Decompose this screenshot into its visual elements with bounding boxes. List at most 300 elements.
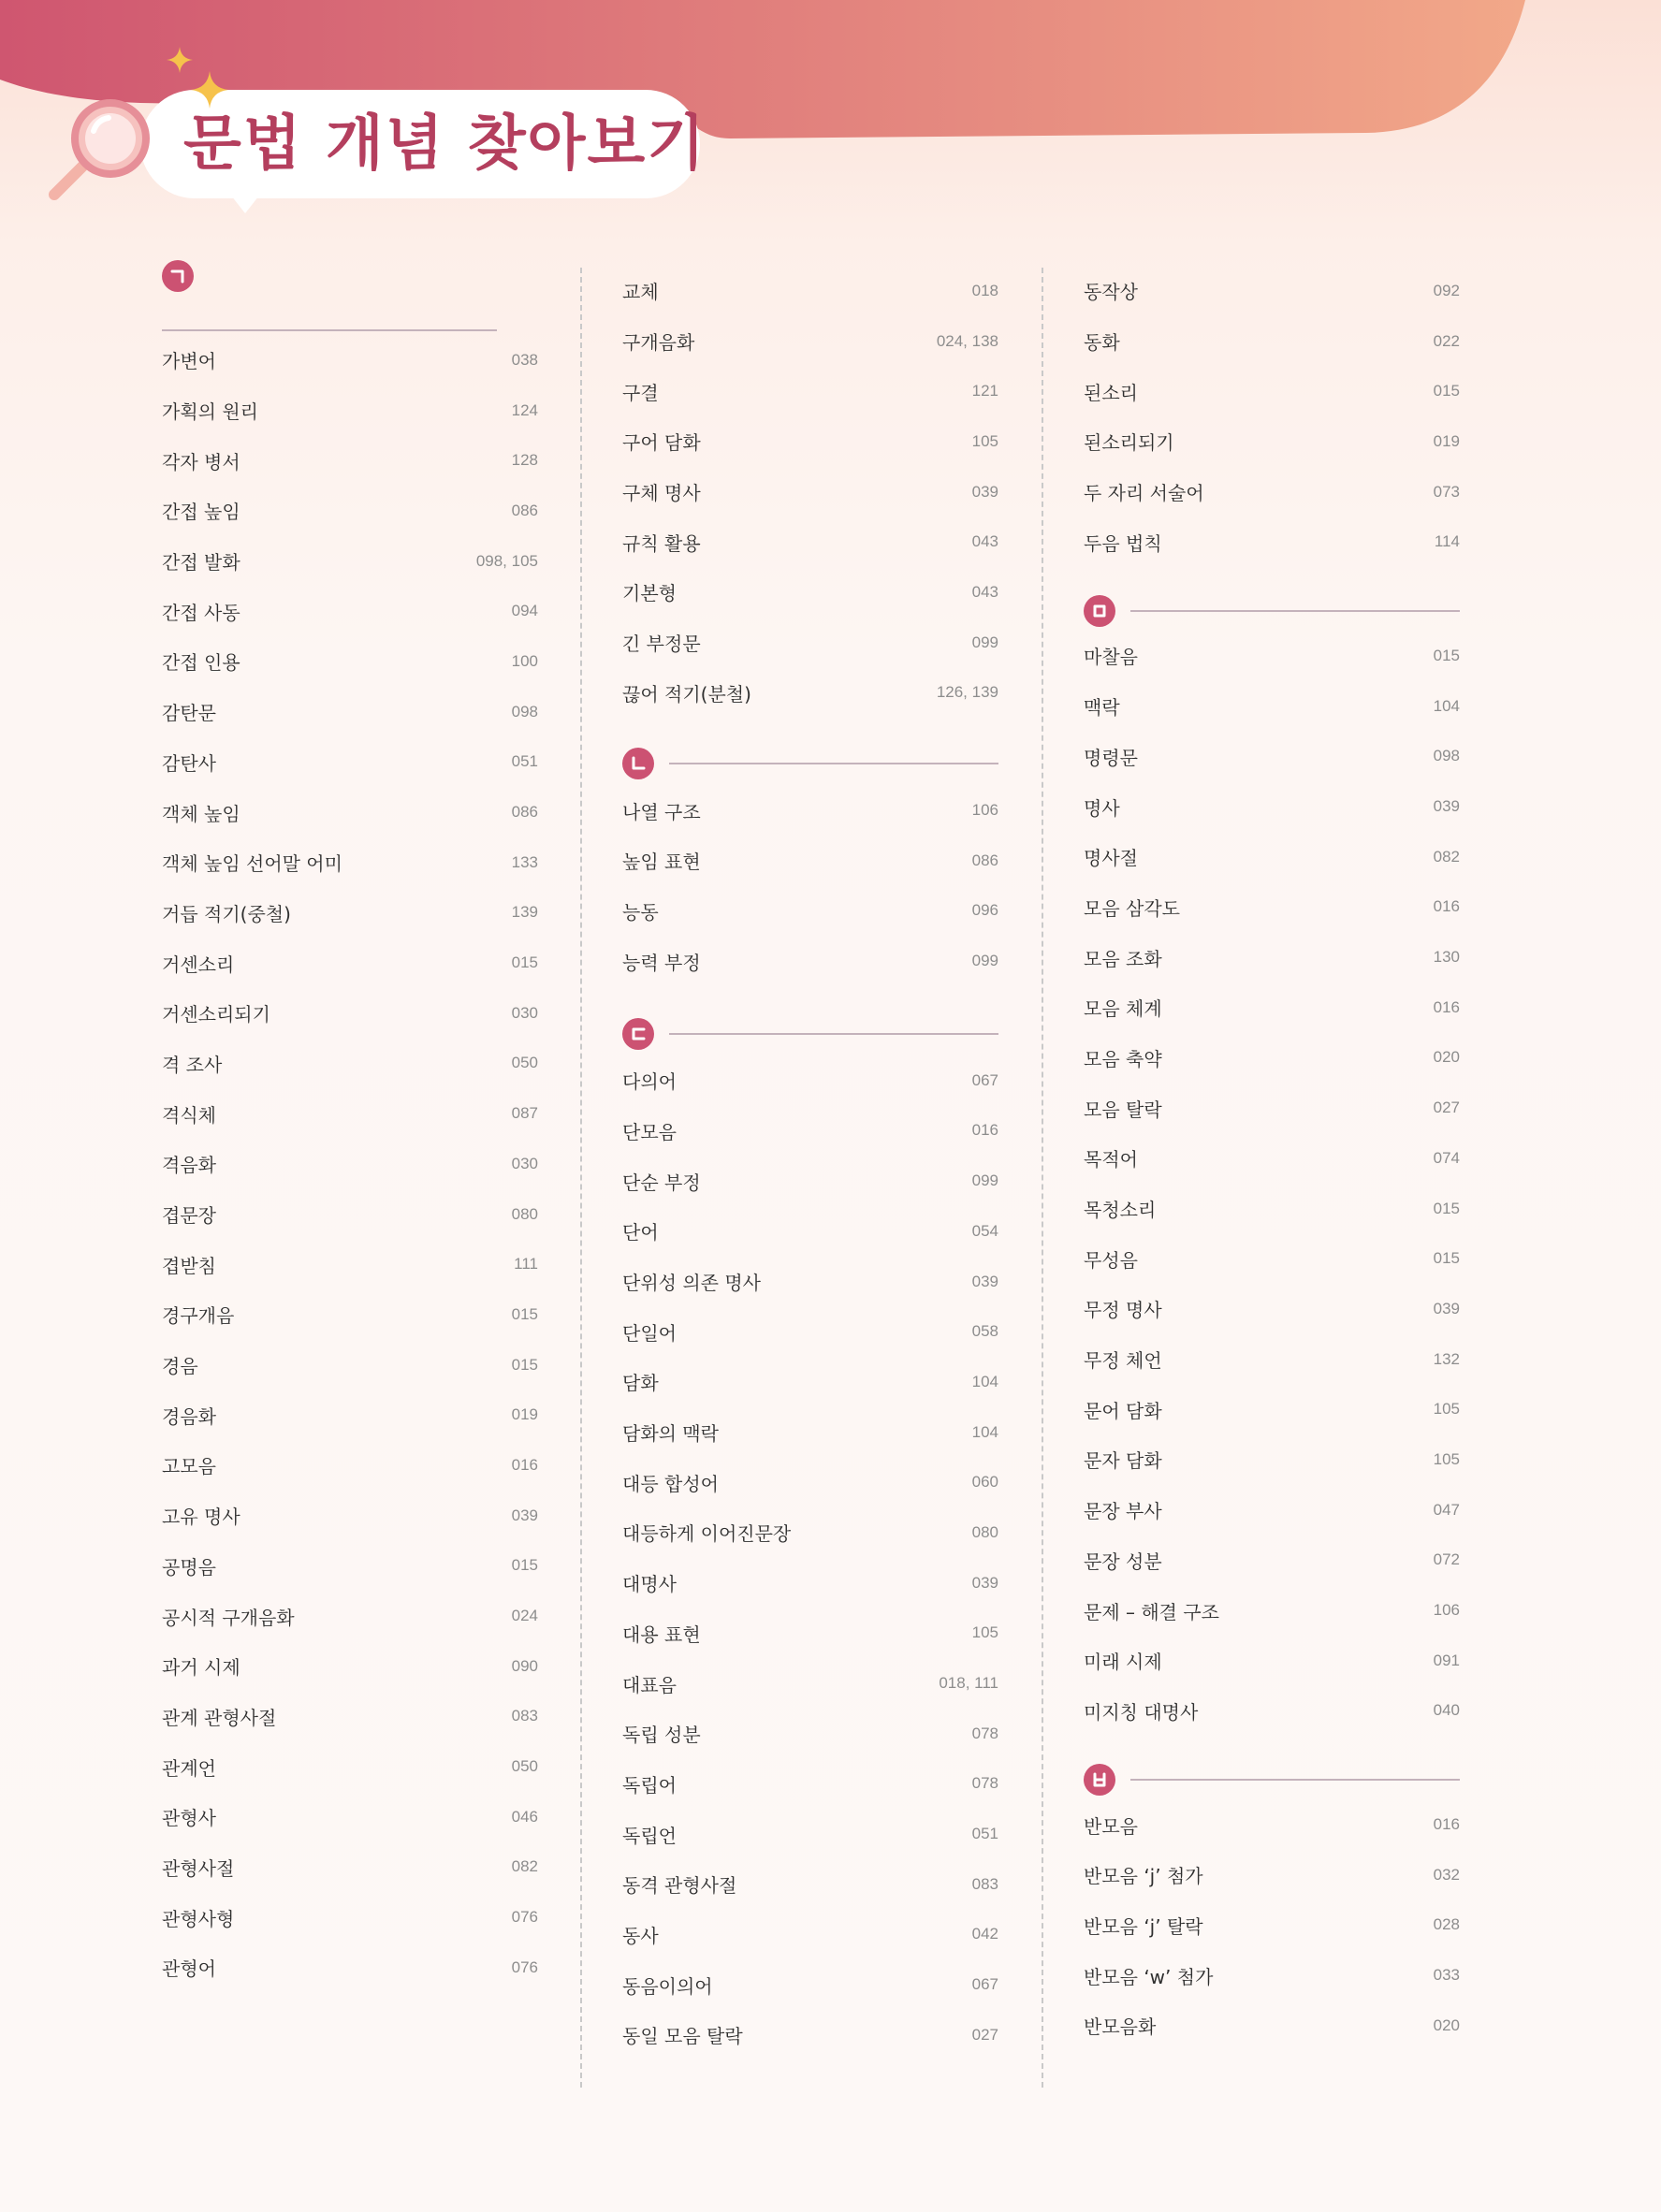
entry-term: 감탄문 (162, 702, 216, 725)
entry-page: 100 (511, 651, 538, 670)
entry-page: 028 (1433, 1915, 1460, 1934)
index-entry (1084, 1284, 1460, 1334)
entry-term: 고모음 (162, 1455, 216, 1478)
section-badge-digeut (622, 1018, 654, 1050)
entry-list-digeut (622, 1055, 998, 2060)
entry-term: 다의어 (622, 1070, 677, 1094)
index-entry (622, 886, 998, 937)
entry-page: 072 (1433, 1550, 1460, 1569)
index-entry (1084, 366, 1460, 416)
index-entry (1084, 1233, 1460, 1284)
entry-page: 111 (514, 1255, 538, 1273)
entry-term: 모음 삼각도 (1084, 896, 1180, 920)
entry-page: 090 (511, 1656, 538, 1675)
entry-page: 039 (1433, 797, 1460, 816)
entry-page: 024, 138 (936, 331, 998, 350)
entry-page: 015 (1433, 1199, 1460, 1217)
entry-page: 054 (971, 1221, 998, 1240)
index-entry (622, 316, 998, 367)
section-badge-mieum (1084, 595, 1115, 627)
giyeok-glyph-icon (169, 268, 186, 284)
index-entry (162, 1591, 538, 1641)
entry-term: 명사 (1084, 796, 1120, 820)
section-header-mieum (1084, 595, 1460, 627)
entry-term: 공명음 (162, 1555, 216, 1579)
entry-page: 078 (971, 1774, 998, 1793)
entry-page: 080 (511, 1204, 538, 1223)
bieup-glyph-icon (1091, 1771, 1108, 1788)
index-entry (622, 836, 998, 886)
index-entry (162, 837, 538, 888)
entry-term: 반모음 ‘j’ 첨가 (1084, 1865, 1203, 1888)
sparkle-icon (167, 47, 193, 73)
entry-page: 019 (511, 1405, 538, 1424)
entry-list-digeut-continued (1084, 266, 1460, 567)
index-entry (1084, 517, 1460, 567)
entry-list-mieum (1084, 631, 1460, 1736)
index-entry (162, 1792, 538, 1842)
entry-page: 098 (511, 702, 538, 720)
entry-page: 050 (511, 1757, 538, 1776)
index-entry (1084, 1133, 1460, 1184)
entry-term: 교체 (622, 281, 659, 304)
entry-page: 050 (511, 1054, 538, 1072)
column-divider (1042, 268, 1043, 2088)
entry-term: 된소리되기 (1084, 431, 1174, 455)
index-entry (1084, 732, 1460, 782)
entry-term: 문제 – 해결 구조 (1084, 1600, 1219, 1623)
entry-page: 015 (511, 1556, 538, 1575)
index-entry (1084, 1799, 1460, 1850)
index-entry (622, 1257, 998, 1307)
entry-page: 027 (1433, 1099, 1460, 1117)
entry-page: 083 (511, 1707, 538, 1725)
entry-term: 단위성 의존 명사 (622, 1272, 761, 1295)
entry-page: 126, 139 (936, 683, 998, 702)
entry-page: 039 (511, 1506, 538, 1524)
index-entry (1084, 1434, 1460, 1485)
index-column-3 (1084, 266, 1460, 2051)
index-entry (162, 1239, 538, 1289)
entry-page: 016 (1433, 1815, 1460, 1834)
index-entry (1084, 882, 1460, 933)
section-badge-nieun (622, 748, 654, 779)
entry-term: 문어 담화 (1084, 1399, 1162, 1422)
entry-term: 관계언 (162, 1756, 216, 1780)
entry-term: 목청소리 (1084, 1199, 1157, 1222)
index-entry (162, 1340, 538, 1390)
index-entry (1084, 1585, 1460, 1636)
entry-term: 감탄사 (162, 751, 216, 775)
entry-page: 086 (511, 803, 538, 822)
index-entry (162, 1189, 538, 1240)
index-entry (622, 1558, 998, 1608)
entry-page: 040 (1433, 1701, 1460, 1720)
entry-page: 105 (971, 1623, 998, 1642)
entry-page: 033 (1433, 1966, 1460, 1985)
entry-page: 128 (511, 451, 538, 470)
entry-page: 082 (1433, 847, 1460, 866)
index-entry (162, 1139, 538, 1189)
entry-page: 132 (1433, 1349, 1460, 1368)
entry-term: 끊어 적기(분철) (622, 682, 751, 706)
entry-term: 명사절 (1084, 847, 1138, 870)
entry-term: 맥락 (1084, 696, 1120, 720)
entry-term: 능력 부정 (622, 951, 701, 974)
entry-page: 105 (1433, 1400, 1460, 1419)
index-entry (622, 668, 998, 719)
index-entry (622, 1507, 998, 1558)
index-entry (162, 1541, 538, 1592)
entry-page: 039 (971, 1272, 998, 1290)
index-entry (622, 1859, 998, 1910)
entry-page: 027 (971, 2025, 998, 2044)
entry-page: 106 (971, 801, 998, 820)
index-entry (622, 467, 998, 517)
entry-term: 모음 체계 (1084, 997, 1162, 1021)
entry-page: 087 (511, 1104, 538, 1123)
entry-page: 060 (971, 1473, 998, 1492)
index-entry (1084, 416, 1460, 467)
entry-term: 구어 담화 (622, 431, 701, 455)
entry-term: 높임 표현 (622, 851, 701, 874)
index-entry (162, 1641, 538, 1692)
entry-page: 133 (511, 852, 538, 871)
entry-list-giyeok (162, 335, 538, 1993)
entry-page: 039 (971, 482, 998, 501)
index-entry (1084, 1850, 1460, 1900)
index-entry (622, 1658, 998, 1709)
section-header-nieun (622, 748, 998, 779)
entry-page: 030 (511, 1154, 538, 1172)
entry-page: 114 (1434, 532, 1460, 551)
index-entry (162, 636, 538, 687)
entry-term: 경음화 (162, 1404, 216, 1428)
entry-page: 024 (511, 1607, 538, 1625)
entry-term: 가변어 (162, 350, 216, 373)
entry-term: 거센소리 (162, 953, 235, 976)
section-header-digeut (622, 1018, 998, 1050)
index-entry (1084, 631, 1460, 681)
entry-list-bieup (1084, 1799, 1460, 2050)
index-entry (622, 2010, 998, 2060)
section-rule (1130, 610, 1460, 612)
index-entry (162, 1943, 538, 1993)
index-entry (162, 1491, 538, 1541)
entry-term: 문장 부사 (1084, 1500, 1162, 1523)
entry-term: 독립어 (622, 1773, 677, 1797)
section-rule (669, 763, 998, 764)
entry-page: 032 (1433, 1865, 1460, 1884)
index-entry (162, 1892, 538, 1943)
entry-page: 019 (1433, 431, 1460, 450)
entry-term: 무성음 (1084, 1248, 1138, 1272)
entry-term: 반모음 ‘w’ 첨가 (1084, 1965, 1214, 1988)
entry-term: 관형사 (162, 1807, 216, 1830)
index-entry (162, 1692, 538, 1742)
entry-page: 106 (1433, 1601, 1460, 1620)
index-entry (1084, 781, 1460, 832)
entry-page: 016 (971, 1121, 998, 1140)
index-entry (1084, 1636, 1460, 1686)
entry-term: 미래 시제 (1084, 1651, 1162, 1674)
index-entry (162, 787, 538, 837)
index-entry (162, 988, 538, 1039)
index-entry (622, 1959, 998, 2010)
entry-page: 039 (971, 1573, 998, 1592)
index-entry (162, 687, 538, 737)
entry-term: 간접 사동 (162, 601, 240, 624)
entry-term: 문장 성분 (1084, 1550, 1162, 1573)
index-entry (162, 435, 538, 486)
entry-page: 105 (971, 431, 998, 450)
entry-term: 동격 관형사절 (622, 1874, 737, 1898)
section-header-bieup (1084, 1764, 1460, 1796)
entry-page: 076 (511, 1908, 538, 1927)
entry-term: 된소리 (1084, 381, 1138, 404)
entry-term: 겹문장 (162, 1204, 216, 1228)
mieum-glyph-icon (1091, 603, 1108, 619)
entry-page: 078 (971, 1724, 998, 1742)
index-entry (1084, 1384, 1460, 1434)
entry-term: 거듭 적기(중철) (162, 902, 291, 925)
entry-list-nieun (622, 785, 998, 986)
index-entry (622, 366, 998, 416)
index-entry (622, 1759, 998, 1810)
index-entry (162, 1289, 538, 1340)
index-entry (1084, 1950, 1460, 2001)
index-entry (162, 386, 538, 436)
index-column-1 (162, 260, 538, 1993)
entry-term: 대등 합성어 (622, 1472, 719, 1495)
entry-term: 단어 (622, 1221, 659, 1244)
index-entry (622, 1055, 998, 1106)
entry-term: 고유 명사 (162, 1506, 240, 1529)
index-entry (622, 936, 998, 986)
entry-page: 086 (511, 501, 538, 519)
entry-term: 관형사형 (162, 1907, 235, 1930)
entry-term: 동사 (622, 1924, 659, 1947)
entry-page: 139 (511, 903, 538, 922)
index-entry (1084, 2001, 1460, 2051)
entry-term: 동일 모음 탈락 (622, 2025, 743, 2048)
entry-page: 015 (511, 1355, 538, 1374)
entry-page: 099 (971, 952, 998, 970)
entry-term: 관형사절 (162, 1856, 235, 1880)
index-entry (1084, 316, 1460, 367)
column-divider (580, 268, 582, 2088)
entry-term: 대표음 (622, 1673, 677, 1696)
title-pill-tail (225, 187, 266, 213)
entry-page: 015 (511, 953, 538, 972)
entry-term: 무정 명사 (1084, 1299, 1162, 1322)
entry-page: 042 (971, 1925, 998, 1943)
entry-term: 대용 표현 (622, 1623, 701, 1646)
index-entry (162, 335, 538, 386)
entry-page: 043 (971, 582, 998, 601)
index-entry (1084, 1686, 1460, 1737)
entry-term: 간접 인용 (162, 651, 240, 675)
entry-term: 동화 (1084, 331, 1120, 355)
index-entry (162, 486, 538, 536)
index-entry (1084, 1535, 1460, 1586)
entry-term: 규칙 활용 (622, 531, 701, 555)
magnifier-icon (45, 94, 157, 206)
sparkle-icon (191, 71, 228, 109)
entry-term: 긴 부정문 (622, 633, 701, 656)
entry-page: 074 (1433, 1148, 1460, 1167)
entry-term: 무정 체언 (1084, 1349, 1162, 1373)
entry-page: 092 (1433, 281, 1460, 299)
index-entry (1084, 982, 1460, 1033)
entry-page: 047 (1433, 1500, 1460, 1519)
entry-term: 미지칭 대명사 (1084, 1700, 1199, 1724)
index-entry (622, 567, 998, 618)
entry-term: 반모음 (1084, 1814, 1138, 1838)
index-entry (162, 1741, 538, 1792)
entry-term: 관형어 (162, 1957, 216, 1981)
entry-term: 거센소리되기 (162, 1003, 270, 1026)
entry-term: 독립언 (622, 1824, 677, 1847)
entry-term: 명령문 (1084, 746, 1138, 769)
entry-page: 121 (971, 382, 998, 400)
index-entry (622, 618, 998, 668)
entry-page: 039 (1433, 1299, 1460, 1317)
section-badge-giyeok (162, 260, 194, 292)
entry-page: 043 (971, 532, 998, 551)
entry-page: 082 (511, 1857, 538, 1876)
entry-page: 124 (511, 400, 538, 419)
entry-page: 046 (511, 1807, 538, 1826)
entry-term: 모음 조화 (1084, 947, 1162, 970)
entry-term: 반모음화 (1084, 2016, 1157, 2039)
entry-page: 067 (971, 1070, 998, 1089)
index-entry (622, 1457, 998, 1507)
index-entry (162, 586, 538, 636)
entry-page: 091 (1433, 1651, 1460, 1669)
entry-term: 두 자리 서술어 (1084, 482, 1204, 505)
entry-page: 022 (1433, 331, 1460, 350)
index-entry (1084, 266, 1460, 316)
index-entry (162, 1842, 538, 1893)
entry-term: 과거 시제 (162, 1656, 240, 1680)
section-rule (1130, 1779, 1460, 1781)
entry-term: 간접 발화 (162, 551, 240, 575)
entry-term: 대명사 (622, 1573, 677, 1596)
entry-term: 경구개음 (162, 1304, 235, 1328)
index-entry (1084, 681, 1460, 732)
index-entry (622, 785, 998, 836)
entry-page: 015 (1433, 382, 1460, 400)
entry-term: 격 조사 (162, 1053, 223, 1076)
index-entry (162, 737, 538, 788)
digeut-glyph-icon (630, 1026, 647, 1042)
entry-term: 객체 높임 (162, 802, 240, 825)
entry-page: 104 (1433, 696, 1460, 715)
entry-term: 격식체 (162, 1103, 216, 1127)
entry-page: 051 (511, 752, 538, 771)
section-badge-bieup (1084, 1764, 1115, 1796)
entry-page: 080 (971, 1522, 998, 1541)
index-entry (622, 1306, 998, 1357)
index-entry (622, 1809, 998, 1859)
index-entry (622, 1106, 998, 1157)
entry-page: 020 (1433, 2016, 1460, 2034)
entry-term: 구결 (622, 381, 659, 404)
entry-term: 단일어 (622, 1321, 677, 1345)
entry-term: 동음이의어 (622, 1974, 713, 1998)
entry-term: 목적어 (1084, 1148, 1138, 1171)
entry-term: 모음 축약 (1084, 1047, 1162, 1070)
entry-term: 독립 성분 (622, 1724, 701, 1747)
entry-term: 공시적 구개음화 (162, 1606, 295, 1629)
entry-page: 098, 105 (475, 551, 538, 570)
section-header-giyeok (162, 260, 497, 292)
index-entry (162, 1390, 538, 1440)
entry-term: 가획의 원리 (162, 400, 258, 424)
index-entry (162, 888, 538, 939)
index-entry (1084, 467, 1460, 517)
index-entry (622, 416, 998, 467)
entry-page: 051 (971, 1825, 998, 1843)
index-entry (162, 1440, 538, 1491)
entry-term: 능동 (622, 900, 659, 924)
nieun-glyph-icon (630, 755, 647, 772)
index-entry (162, 536, 538, 587)
index-entry (622, 1709, 998, 1759)
entry-term: 경음 (162, 1355, 198, 1378)
entry-page: 030 (511, 1003, 538, 1022)
entry-term: 겹받침 (162, 1254, 216, 1277)
index-entry (162, 1088, 538, 1139)
entry-term: 마찰음 (1084, 646, 1138, 669)
entry-term: 문자 담화 (1084, 1449, 1162, 1473)
entry-term: 대등하게 이어진문장 (622, 1522, 792, 1546)
page-title: 문법 개념 찾아보기 (183, 109, 707, 179)
index-entry (1084, 1184, 1460, 1234)
index-entry (1084, 1900, 1460, 1951)
entry-page: 067 (971, 1975, 998, 1994)
index-entry (622, 1608, 998, 1659)
index-column-2 (622, 266, 998, 2060)
entry-page: 104 (971, 1372, 998, 1390)
entry-page: 038 (511, 350, 538, 369)
entry-page: 015 (1433, 1249, 1460, 1268)
index-entry (1084, 932, 1460, 982)
entry-term: 관계 관형사절 (162, 1706, 277, 1729)
entry-term: 구체 명사 (622, 482, 701, 505)
entry-page: 016 (511, 1455, 538, 1474)
entry-page: 016 (1433, 897, 1460, 916)
index-entry (1084, 1334, 1460, 1385)
entry-page: 016 (1433, 997, 1460, 1016)
entry-term: 간접 높임 (162, 501, 240, 524)
index-entry (622, 1156, 998, 1206)
index-entry (622, 1357, 998, 1407)
entry-page: 098 (1433, 747, 1460, 765)
entry-page: 096 (971, 901, 998, 920)
entry-term: 기본형 (622, 582, 677, 605)
index-entry (1084, 1485, 1460, 1535)
entry-page: 099 (971, 1171, 998, 1190)
index-entry (162, 1039, 538, 1089)
entry-term: 동작상 (1084, 281, 1138, 304)
entry-page: 083 (971, 1874, 998, 1893)
entry-term: 단모음 (622, 1120, 677, 1143)
entry-page: 099 (971, 633, 998, 651)
entry-page: 018 (971, 281, 998, 299)
entry-page: 018, 111 (939, 1674, 998, 1693)
